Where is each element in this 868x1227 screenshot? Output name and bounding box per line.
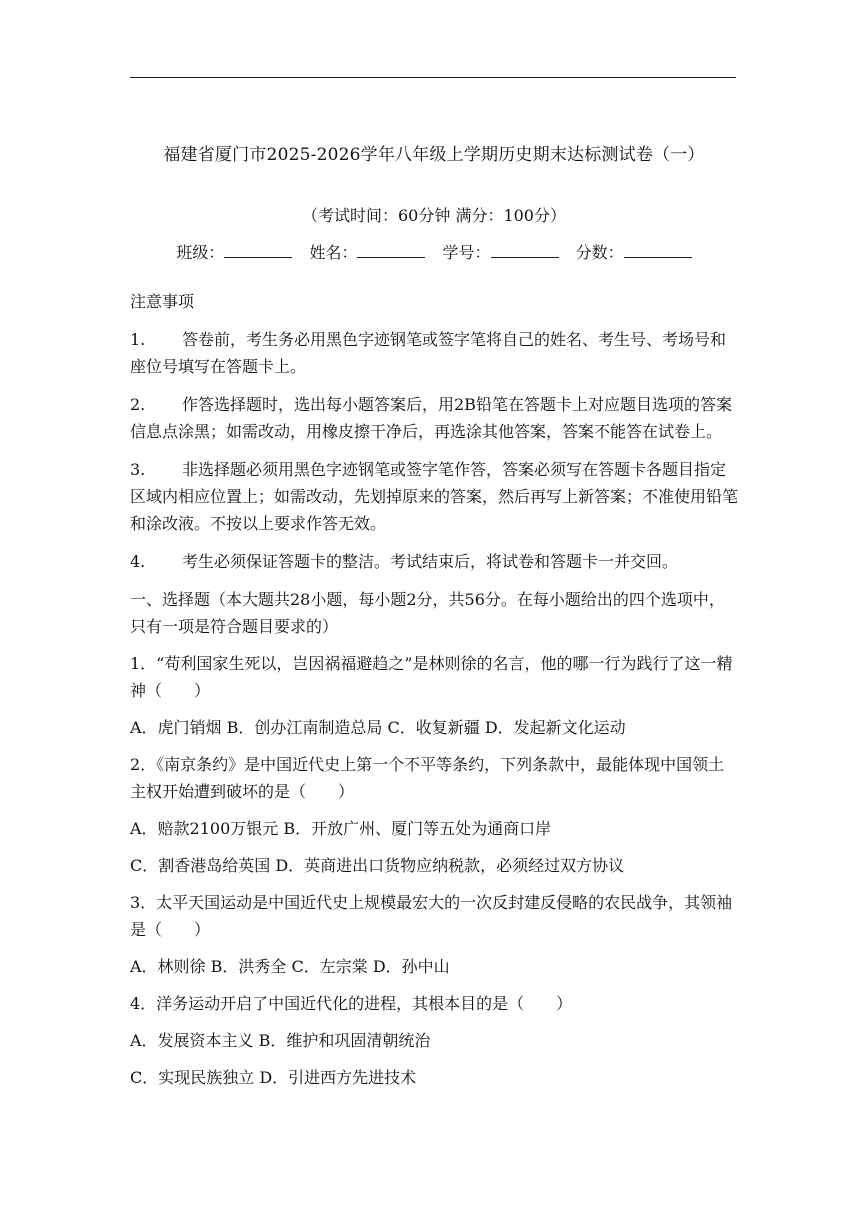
score-label: 分数： (575, 243, 624, 262)
class-label: 班级： (176, 243, 225, 262)
notice-item-number: 2. (130, 395, 146, 414)
notice-item (130, 456, 740, 537)
student-id-field (443, 240, 559, 263)
class-blank[interactable] (224, 243, 292, 258)
question-stem: 2．《南京条约》是中国近代史上第一个不平等条约，下列条款中，最能体现中国领土主权开始遭到破坏的是（ ） (130, 755, 725, 801)
question-options: C．割香港岛给英国 D．英商进出口货物应纳税款，必须经过双方协议 (130, 856, 625, 875)
class-field (176, 240, 292, 263)
notice-item-number: 3. (130, 460, 146, 479)
header-rule (130, 77, 736, 78)
name-label: 姓名： (309, 243, 358, 262)
name-field (309, 240, 425, 263)
name-blank[interactable] (357, 243, 425, 258)
notice-title: 注意事项 (130, 292, 195, 311)
question-options: C．实现民族独立 D．引进西方先进技术 (130, 1068, 417, 1087)
question-options: A．虎门销烟 B．创办江南制造总局 C．收复新疆 D．发起新文化运动 (130, 718, 626, 737)
exam-time-info: （考试时间：60分钟 满分：100分） (302, 206, 566, 225)
question-options: A．发展资本主义 B．维护和巩固清朝统治 (130, 1031, 431, 1050)
student-id-blank[interactable] (491, 243, 559, 258)
student-id-label: 学号： (442, 243, 491, 262)
exam-body (130, 288, 740, 1101)
notice-item-text: 作答选择题时，选出每小题答案后，用2B铅笔在答题卡上对应题目选项的答案信息点涂黑；如需改动，用橡皮擦干净后，再选涂其他答案，答案不能答在试卷上。 (130, 395, 732, 441)
notice-item-text: 考生必须保证答题卡的整洁。考试结束后，将试卷和答题卡一并交回。 (182, 552, 679, 571)
notice-item-number: 1. (130, 330, 146, 349)
notice-item (130, 548, 740, 575)
question-stem: 4．洋务运动开启了中国近代化的进程，其根本目的是（ ） (130, 994, 573, 1013)
question-options: A．赔款2100万银元 B．开放广州、厦门等五处为通商口岸 (130, 819, 552, 838)
student-info-fields (0, 240, 868, 263)
notice-item-text: 答卷前，考生务必用黑色字迹钢笔或签字笔将自己的姓名、考生号、考场号和座位号填写在答题卡上。 (130, 330, 727, 376)
notice-item-number: 4. (130, 552, 146, 571)
notice-item (130, 391, 740, 445)
question-stem: 1．“苟利国家生死以，岂因祸福避趋之”是林则徐的名言，他的哪一行为践行了这一精神（ ） (130, 654, 733, 700)
notice-item (130, 326, 740, 380)
question-stem: 3．太平天国运动是中国近代史上规模最宏大的一次反封建反侵略的农民战争，其领袖是（ ） (130, 893, 733, 939)
score-blank[interactable] (624, 243, 692, 258)
section-heading: 一、选择题（本大题共28小题，每小题2分，共56分。在每小题给出的四个选项中，只有一项是符合题目要求的） (130, 590, 725, 636)
exam-title: 福建省厦门市2025-2026学年八年级上学期历史期末达标测试卷（一） (163, 145, 705, 165)
question-options: A．林则徐 B．洪秀全 C．左宗棠 D．孙中山 (130, 957, 450, 976)
score-field (576, 240, 692, 263)
notice-item-text: 非选择题必须用黑色字迹钢笔或签字笔作答，答案必须写在答题卡各题目指定区域内相应位置上；如需改动，先划掉原来的答案，然后再写上新答案；不准使用铅笔和涂改液。不按以上要求作答无效。 (130, 460, 739, 533)
